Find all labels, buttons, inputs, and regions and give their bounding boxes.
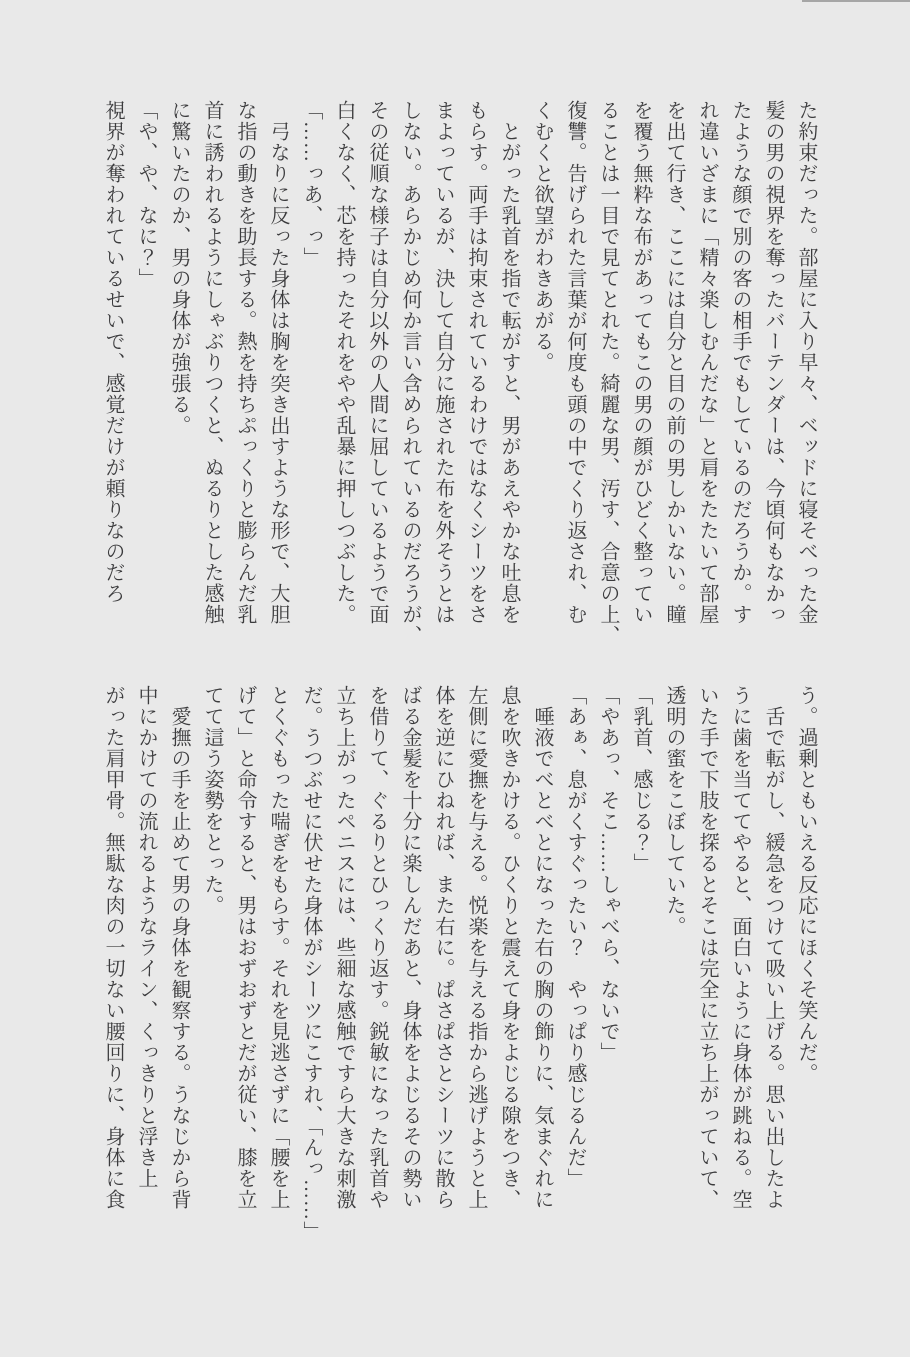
text-line: 髪の男の視界を奪ったバーテンダーは、今頃何もなかっ	[762, 100, 784, 625]
text-line: を出て行き、ここには自分と目の前の男しかいない。瞳	[663, 100, 685, 625]
text-block-bottom	[96, 685, 822, 1242]
text-line: もらす。両手は拘束されているわけではなくシーツをさ	[465, 100, 487, 625]
text-line: だ。うつぶせに伏せた身体がシーツにこすれ、「んっ……」	[300, 685, 322, 1242]
text-line: な指の動きを助長する。熱を持ちぷっくりと膨らんだ乳	[234, 100, 256, 625]
text-line: 中にかけての流れるようなライン、くっきりと浮き上	[135, 685, 157, 1189]
text-line: 左側に愛撫を与える。悦楽を与える指から逃げようと上	[465, 685, 487, 1210]
text-line: 立ち上がったペニスには、些細な感触ですら大きな刺激	[333, 685, 355, 1210]
text-line: 透明の蜜をこぼしていた。	[663, 685, 685, 937]
text-line: ばる金髪を十分に楽しんだあと、身体をよじるその勢い	[399, 685, 421, 1210]
text-line: くむくと欲望がわきあがる。	[531, 100, 553, 373]
text-line: 白くなく、芯を持ったそれをやや乱暴に押しつぶした。	[333, 100, 355, 625]
scan-edge-artifact	[802, 0, 910, 2]
text-line: いた手で下肢を探るとそこは完全に立ち上がっていて、	[696, 685, 718, 1210]
text-line: う。過剰ともいえる反応にほくそ笑んだ。	[795, 685, 817, 1084]
text-line: とくぐもった喘ぎをもらす。それを見逃さずに「腰を上	[267, 685, 289, 1210]
text-line: 復讐。告げられた言葉が何度も頭の中でくり返され、む	[564, 100, 586, 625]
text-line: 「やあっ、そこ……しゃべら、ないで」	[597, 685, 619, 1063]
text-line: たような顔で別の客の相手でもしているのだろうか。す	[729, 100, 751, 625]
text-line: 「や、や、なに？」	[135, 100, 157, 289]
text-line: 「乳首、感じる？」	[630, 685, 652, 874]
text-line: 「……っあ、っ」	[300, 100, 322, 268]
text-block-top	[96, 100, 822, 650]
text-line: 「あぁ、息がくすぐったい？ やっぱり感じるんだ」	[564, 685, 586, 1189]
text-line: 唾液でべとべとになった右の胸の飾りに、気まぐれに	[531, 685, 553, 1210]
text-line: を覆う無粋な布があってもこの男の顔がひどく整ってい	[630, 100, 652, 625]
text-line: しない。あらかじめ何か言い含められているのだろうが、	[399, 100, 421, 646]
text-line: 弓なりに反った身体は胸を突き出すような形で、大胆	[267, 100, 289, 625]
text-line: を借りて、ぐるりとひっくり返す。鋭敏になった乳首や	[366, 685, 388, 1210]
text-line: がった肩甲骨。無駄な肉の一切ない腰回りに、身体に食	[102, 685, 124, 1210]
text-line: に驚いたのか、男の身体が強張る。	[168, 100, 190, 436]
text-line: うに歯を当ててやると、面白いように身体が跳ねる。空	[729, 685, 751, 1210]
text-line: その従順な様子は自分以外の人間に屈しているようで面	[366, 100, 388, 625]
text-line: た約束だった。部屋に入り早々、ベッドに寝そべった金	[795, 100, 817, 625]
text-line: 息を吹きかける。ひくりと震えて身をよじる隙をつき、	[498, 685, 520, 1210]
text-line: とがった乳首を指で転がすと、男があえやかな吐息を	[498, 100, 520, 625]
text-line: まよっているが、決して自分に施された布を外そうとは	[432, 100, 454, 625]
text-line: てて這う姿勢をとった。	[201, 685, 223, 916]
text-line: げて」と命令すると、男はおずおずとだが従い、膝を立	[234, 685, 256, 1210]
text-line: れ違いざまに「精々楽しむんだな」と肩をたたいて部屋	[696, 100, 718, 625]
text-line: 首に誘われるようにしゃぶりつくと、ぬるりとした感触	[201, 100, 223, 625]
text-line: 視界が奪われているせいで、感覚だけが頼りなのだろ	[102, 100, 124, 604]
text-line: 舌で転がし、緩急をつけて吸い上げる。思い出したよ	[762, 685, 784, 1210]
text-line: 愛撫の手を止めて男の身体を観察する。うなじから背	[168, 685, 190, 1210]
text-line: 体を逆にひねれば、また右に。ぱさぱさとシーツに散ら	[432, 685, 454, 1210]
text-line: ることは一目で見てとれた。綺麗な男、汚す、合意の上、	[597, 100, 619, 646]
